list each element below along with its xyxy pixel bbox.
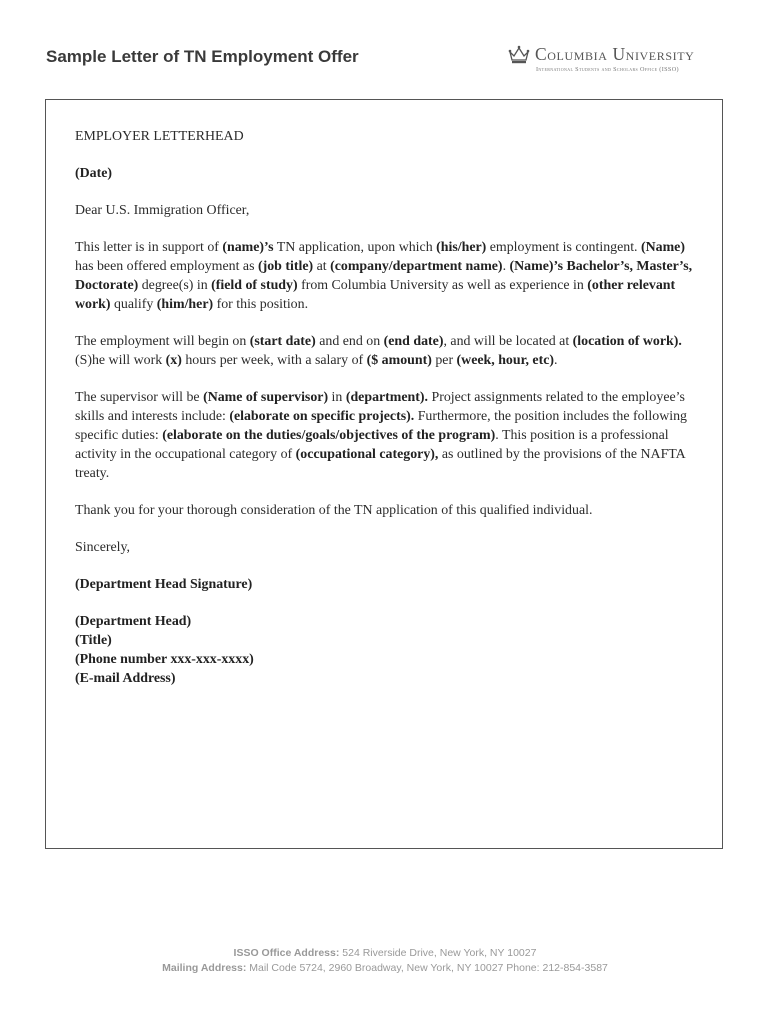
text: This letter is in support of: [75, 240, 223, 255]
placeholder: (Name of supervisor): [203, 390, 329, 405]
text: , and will be located at: [443, 334, 573, 349]
text: hours per week, with a salary of: [181, 353, 367, 368]
salutation: Dear U.S. Immigration Officer,: [75, 203, 250, 218]
text: TN application, upon which: [273, 240, 437, 255]
text: has been offered employment as: [75, 259, 258, 274]
placeholder: (name)’s: [222, 240, 274, 255]
placeholder: (Name)’s Bachelor’s, Master’s, Doctorate): [75, 259, 693, 293]
mailing-address: [0, 961, 770, 976]
signature-placeholder: (Department Head Signature): [75, 577, 253, 592]
text: . This position is a professional activity in the occupational category of: [75, 428, 669, 462]
placeholder: (job title): [257, 259, 314, 274]
logo-subtitle: International Students and Scholars Office (ISSO): [536, 66, 679, 73]
text: at: [313, 259, 331, 274]
placeholder: (occupational category),: [295, 447, 439, 462]
placeholder: (his/her): [436, 240, 487, 255]
text: in: [328, 390, 346, 405]
office-label: ISSO Office Address:: [233, 947, 340, 959]
placeholder: (Name): [641, 240, 685, 255]
text: Furthermore, the position includes the following specific duties:: [75, 409, 687, 443]
placeholder: (week, hour, etc): [456, 353, 555, 368]
text: employment is contingent.: [486, 240, 641, 255]
placeholder: (location of work).: [572, 334, 682, 349]
text: qualify: [110, 297, 157, 312]
text: The supervisor will be: [75, 390, 204, 405]
date-placeholder: (Date): [75, 166, 113, 181]
title-line: [75, 631, 695, 650]
text: and end on: [315, 334, 384, 349]
text: Project assignments related to the employee’s skills and interests include:: [75, 390, 685, 424]
phone-placeholder: (Phone number xxx-xxx-xxxx): [75, 652, 254, 667]
placeholder: (end date): [383, 334, 444, 349]
placeholder: (elaborate on the duties/goals/objectives of the program): [162, 428, 496, 443]
paragraph-thanks: Thank you for your thorough consideration of the TN application of this qualified individual.: [75, 503, 593, 518]
email-line: [75, 669, 695, 688]
dept-head-line: [75, 612, 695, 631]
placeholder: (elaborate on specific projects).: [229, 409, 415, 424]
logo-name: Columbia University: [535, 44, 695, 64]
text: from Columbia University as well as experience in: [297, 278, 588, 293]
university-logo: [508, 44, 728, 73]
text: (S)he will work: [75, 353, 166, 368]
placeholder: (start date): [249, 334, 316, 349]
phone-line: [75, 650, 695, 669]
signature-block: [75, 575, 695, 688]
placeholder: (department).: [345, 390, 428, 405]
text: The employment will begin on: [75, 334, 250, 349]
footer: [0, 946, 770, 976]
dept-head-placeholder: (Department Head): [75, 614, 192, 629]
placeholder: (company/department name): [330, 259, 503, 274]
paragraph-support: [75, 238, 695, 314]
paragraph-supervisor: [75, 388, 695, 483]
text: per: [431, 353, 457, 368]
letterhead: EMPLOYER LETTERHEAD: [75, 129, 244, 144]
closing: Sincerely,: [75, 540, 131, 555]
text: .: [502, 259, 510, 274]
mailing-label: Mailing Address:: [162, 962, 247, 974]
letter-body: [75, 127, 695, 688]
placeholder: (him/her): [156, 297, 214, 312]
paragraph-employment: [75, 332, 695, 370]
letter-date: [75, 164, 695, 183]
text: as outlined by the provisions of the NAFTA treaty.: [75, 447, 685, 481]
placeholder: ($ amount): [366, 353, 432, 368]
crown-icon: [508, 45, 530, 65]
placeholder: (x): [165, 353, 182, 368]
signature-line: [75, 575, 695, 594]
placeholder: (other relevant work): [75, 278, 676, 312]
mailing-value: Mail Code 5724, 2960 Broadway, New York, NY 10027 Phone: 212-854-3587: [246, 962, 608, 974]
office-value: 524 Riverside Drive, New York, NY 10027: [339, 947, 537, 959]
text: degree(s) in: [138, 278, 212, 293]
text: for this position.: [213, 297, 309, 312]
placeholder: (field of study): [211, 278, 298, 293]
email-placeholder: (E-mail Address): [75, 671, 176, 686]
page-title: Sample Letter of TN Employment Offer: [46, 47, 359, 66]
office-address: [0, 946, 770, 961]
text: .: [554, 353, 558, 368]
title-placeholder: (Title): [75, 633, 112, 648]
